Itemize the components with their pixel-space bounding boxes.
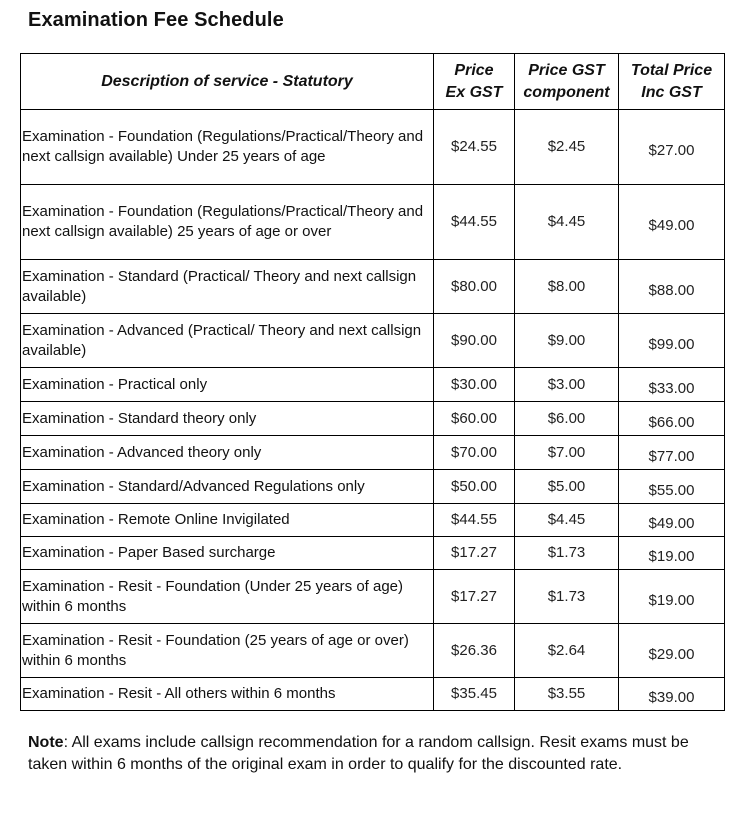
table-row [21,678,725,711]
row-price-ex-gst: $17.27 [434,537,515,570]
row-gst-component: $2.45 [515,110,619,185]
row-price-ex-gst: $30.00 [434,368,515,402]
row-price-ex-gst: $60.00 [434,402,515,436]
header-price-ex-gst: Price Ex GST [434,54,515,110]
row-price-ex-gst: $17.27 [434,570,515,624]
row-total-inc-gst: $19.00 [619,570,725,624]
table-row [21,436,725,470]
row-gst-component: $6.00 [515,402,619,436]
table-row [21,537,725,570]
table-row [21,470,725,504]
row-description: Examination - Resit - Foundation (25 years of age or over) within 6 months [21,624,434,678]
row-gst-component: $8.00 [515,260,619,314]
row-price-ex-gst: $70.00 [434,436,515,470]
table-row [21,402,725,436]
row-description: Examination - Paper Based surcharge [21,537,434,570]
footnote-text: : All exams include callsign recommendation for a random callsign. Resit exams must be taken within 6 months of the original exam in order to qualify for the discounted rate. [28,734,689,773]
row-total-inc-gst: $49.00 [619,504,725,537]
table-row [21,624,725,678]
header-total-inc-gst: Total Price Inc GST [619,54,725,110]
row-description: Examination - Foundation (Regulations/Practical/Theory and next callsign available) Under 25 years of age [21,110,434,185]
row-gst-component: $1.73 [515,570,619,624]
table-row [21,314,725,368]
row-total-inc-gst: $33.00 [619,368,725,402]
row-total-inc-gst: $55.00 [619,470,725,504]
table-row [21,185,725,260]
row-gst-component: $5.00 [515,470,619,504]
row-price-ex-gst: $24.55 [434,110,515,185]
row-total-inc-gst: $66.00 [619,402,725,436]
row-total-inc-gst: $99.00 [619,314,725,368]
row-description: Examination - Standard/Advanced Regulations only [21,470,434,504]
row-total-inc-gst: $29.00 [619,624,725,678]
header-gst-component: Price GST component [515,54,619,110]
row-price-ex-gst: $44.55 [434,185,515,260]
row-price-ex-gst: $26.36 [434,624,515,678]
row-gst-component: $9.00 [515,314,619,368]
row-description: Examination - Resit - Foundation (Under 25 years of age) within 6 months [21,570,434,624]
row-description: Examination - Advanced theory only [21,436,434,470]
row-description: Examination - Standard theory only [21,402,434,436]
table-row [21,110,725,185]
row-description: Examination - Advanced (Practical/ Theory and next callsign available) [21,314,434,368]
row-description: Examination - Resit - All others within 6 months [21,678,434,711]
row-price-ex-gst: $90.00 [434,314,515,368]
footnote [28,732,718,776]
row-gst-component: $2.64 [515,624,619,678]
row-gst-component: $3.55 [515,678,619,711]
row-gst-component: $7.00 [515,436,619,470]
row-price-ex-gst: $50.00 [434,470,515,504]
footnote-label: Note [28,734,64,751]
row-total-inc-gst: $49.00 [619,185,725,260]
table-row [21,368,725,402]
row-total-inc-gst: $77.00 [619,436,725,470]
row-gst-component: $4.45 [515,185,619,260]
row-gst-component: $3.00 [515,368,619,402]
row-total-inc-gst: $88.00 [619,260,725,314]
table-row [21,504,725,537]
row-price-ex-gst: $35.45 [434,678,515,711]
row-description: Examination - Remote Online Invigilated [21,504,434,537]
header-description: Description of service - Statutory [21,54,434,110]
row-description: Examination - Practical only [21,368,434,402]
row-gst-component: $4.45 [515,504,619,537]
fee-schedule-table [20,53,725,711]
row-gst-component: $1.73 [515,537,619,570]
table-row [21,260,725,314]
row-total-inc-gst: $39.00 [619,678,725,711]
table-row [21,570,725,624]
page-title: Examination Fee Schedule [28,9,284,31]
row-description: Examination - Foundation (Regulations/Practical/Theory and next callsign available) 25 years of age or over [21,185,434,260]
row-total-inc-gst: $19.00 [619,537,725,570]
row-description: Examination - Standard (Practical/ Theory and next callsign available) [21,260,434,314]
row-price-ex-gst: $44.55 [434,504,515,537]
table-header-row [21,54,725,110]
row-total-inc-gst: $27.00 [619,110,725,185]
row-price-ex-gst: $80.00 [434,260,515,314]
